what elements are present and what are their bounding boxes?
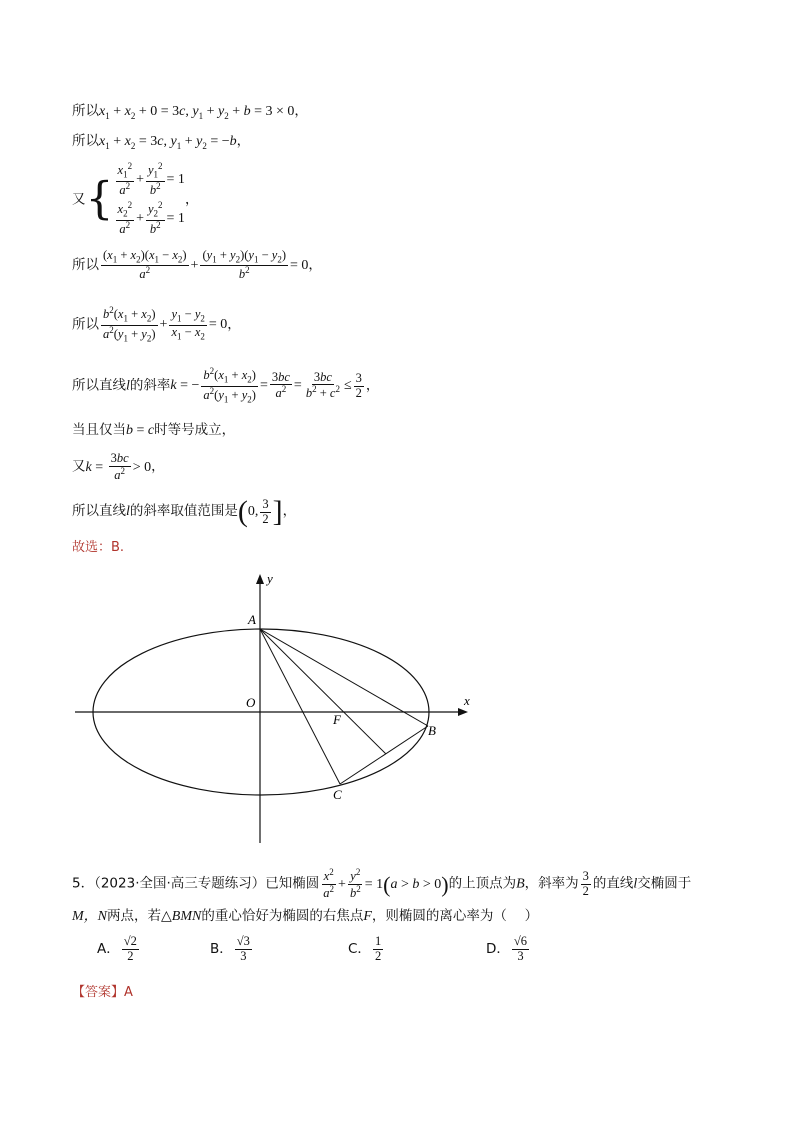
question-text: 交椭圆于 — [637, 875, 692, 892]
segment-BC — [340, 726, 428, 784]
text-suffix: 时等号成立， — [154, 422, 236, 438]
math-expression: k = $\frac{3bc}{a^2}$ > 0 — [85, 451, 152, 482]
label-O: O — [246, 695, 256, 710]
question-source: （2023·全国·高三专题练习） — [94, 875, 266, 892]
ellipse-equation: $\frac{x^2}{a^2}$ + $\frac{y^2}{b^2}$ = 1(a > b > 0) — [323, 867, 449, 901]
option-den: 2 — [374, 948, 382, 963]
option-den: 2 — [127, 948, 134, 963]
option-num: √2 — [123, 934, 137, 948]
option-num: √6 — [513, 934, 528, 948]
option-C[interactable] — [348, 935, 385, 964]
derivation-line-4 — [72, 249, 322, 282]
question-text: ，斜率为 — [524, 875, 579, 892]
punct: ， — [151, 458, 165, 475]
text-prefix: 所以 — [72, 133, 99, 149]
punct: ， — [365, 377, 380, 394]
text-prefix: 所以直线 — [72, 377, 126, 394]
option-B[interactable] — [210, 935, 254, 964]
point-B: B — [516, 876, 525, 892]
point-F: F — [363, 909, 372, 924]
answer: 【答案】A — [72, 985, 133, 1000]
points-MN: M，N — [72, 909, 107, 924]
x-axis-arrow — [458, 708, 468, 716]
option-label: C． — [348, 940, 371, 957]
option-D[interactable] — [486, 935, 531, 964]
question-text: 的直线 — [592, 875, 634, 892]
brace: { — [85, 173, 114, 225]
question-number: 5． — [72, 875, 95, 892]
math-expression: $x_1 + x_2 = 3c$, $y_1 + y_2 = -b$ — [99, 134, 237, 151]
derivation-line-9 — [72, 497, 296, 527]
text-prefix: 又 — [72, 458, 86, 475]
text-mid: 的斜率取值范围是 — [129, 503, 238, 520]
derivation-line-7 — [72, 420, 235, 441]
derivation-line-3 — [72, 162, 198, 237]
derivation-line-1 — [72, 101, 308, 126]
question-text: 的上顶点为 — [448, 875, 517, 892]
text-prefix: 所以 — [72, 256, 99, 273]
derivation-line-8 — [72, 452, 165, 483]
math-expression: $\frac{b^2(x_1 + x_2)}{a^2(y_1 + y_2)}$ + $\frac{y_1 - y_2}{x_1 - x_2}$ = 0 — [103, 305, 228, 344]
line-l: l — [126, 378, 130, 394]
derivation-line-5 — [72, 306, 241, 344]
punct: ， — [236, 133, 251, 149]
question-5-line-1: 5．（2023·全国·高三专题练习）已知椭圆 $\frac{x^2}{a^2}$ + $\frac{y^2}{b^2}$ = 1(a > b > 0)的上顶点为B，斜率为 $\frac{3}{2}$ 的直线l交椭圆于 — [72, 867, 692, 901]
label-x: x — [464, 693, 470, 708]
option-label: D． — [486, 940, 510, 957]
option-A[interactable] — [97, 935, 141, 964]
y-axis-arrow — [256, 574, 264, 584]
text-prefix: 所以 — [72, 103, 99, 119]
punct: ， — [282, 503, 297, 520]
punct: ， — [308, 256, 322, 273]
text-prefix: 又 — [72, 191, 86, 208]
punct: ， — [184, 191, 199, 208]
equation-system: $\frac{x_1^2}{a^2}$ + $\frac{y_1^2}{b^2}$ = 1 $\frac{x_2^2}{a^2}$ + $\frac{y_2^2}{b^2}$ = 1 — [117, 161, 185, 237]
derivation-line-6 — [72, 367, 379, 405]
question-5-line-2 — [72, 906, 538, 927]
label-C: C — [333, 787, 342, 802]
option-num: 1 — [374, 934, 382, 948]
math-expression: $\frac{(x_1 + x_2)(x_1 - x_2)}{a^2}$ + $\frac{(y_1 + y_2)(y_1 - y_2)}{b^2}$ = 0 — [103, 248, 309, 282]
math-expression: k = − $\frac{b^2(x_1 + x_2)}{a^2(y_1 + y_2)}$ = $\frac{3bc}{a^2}$ = $\frac{3bc}{b^2 + c^2}$ ≤ $\frac{3}{2}$ — [170, 366, 362, 405]
option-den: 3 — [240, 948, 247, 963]
option-label: A． — [97, 940, 120, 957]
text-prefix: 所以直线 — [72, 503, 126, 520]
punct: ， — [227, 316, 241, 333]
label-F: F — [333, 712, 341, 727]
question-text: 两点，若 — [107, 908, 161, 924]
triangle-BMN: △BMN — [161, 909, 202, 924]
line-l: l — [126, 504, 130, 520]
ellipse-figure — [60, 565, 490, 850]
conclusion: 故选：B. — [72, 540, 125, 555]
text-prefix: 所以 — [72, 316, 99, 333]
text-prefix: 当且仅当 — [72, 422, 126, 438]
line-l: l — [633, 876, 638, 892]
text-mid: 的斜率 — [129, 377, 171, 394]
math-expression: b = c — [126, 423, 155, 438]
math-expression: (0, $\frac{3}{2}$ ] — [237, 495, 283, 528]
option-label: B． — [210, 940, 233, 957]
label-A: A — [248, 612, 256, 627]
option-num: √3 — [236, 934, 250, 948]
label-B: B — [428, 723, 436, 738]
punct: ， — [294, 103, 308, 119]
derivation-line-2 — [72, 131, 250, 156]
question-text: 的重心恰好为椭圆的右焦点 — [201, 908, 364, 924]
math-expression: $x_1 + x_2 + 0 = 3c$, $y_1 + y_2 + b = 3 \times 0$ — [99, 104, 295, 121]
label-y: y — [267, 571, 273, 586]
option-den: 3 — [517, 948, 524, 963]
question-text: 已知椭圆 — [265, 875, 320, 892]
question-text: ，则椭圆的离心率为（ ） — [371, 908, 539, 924]
